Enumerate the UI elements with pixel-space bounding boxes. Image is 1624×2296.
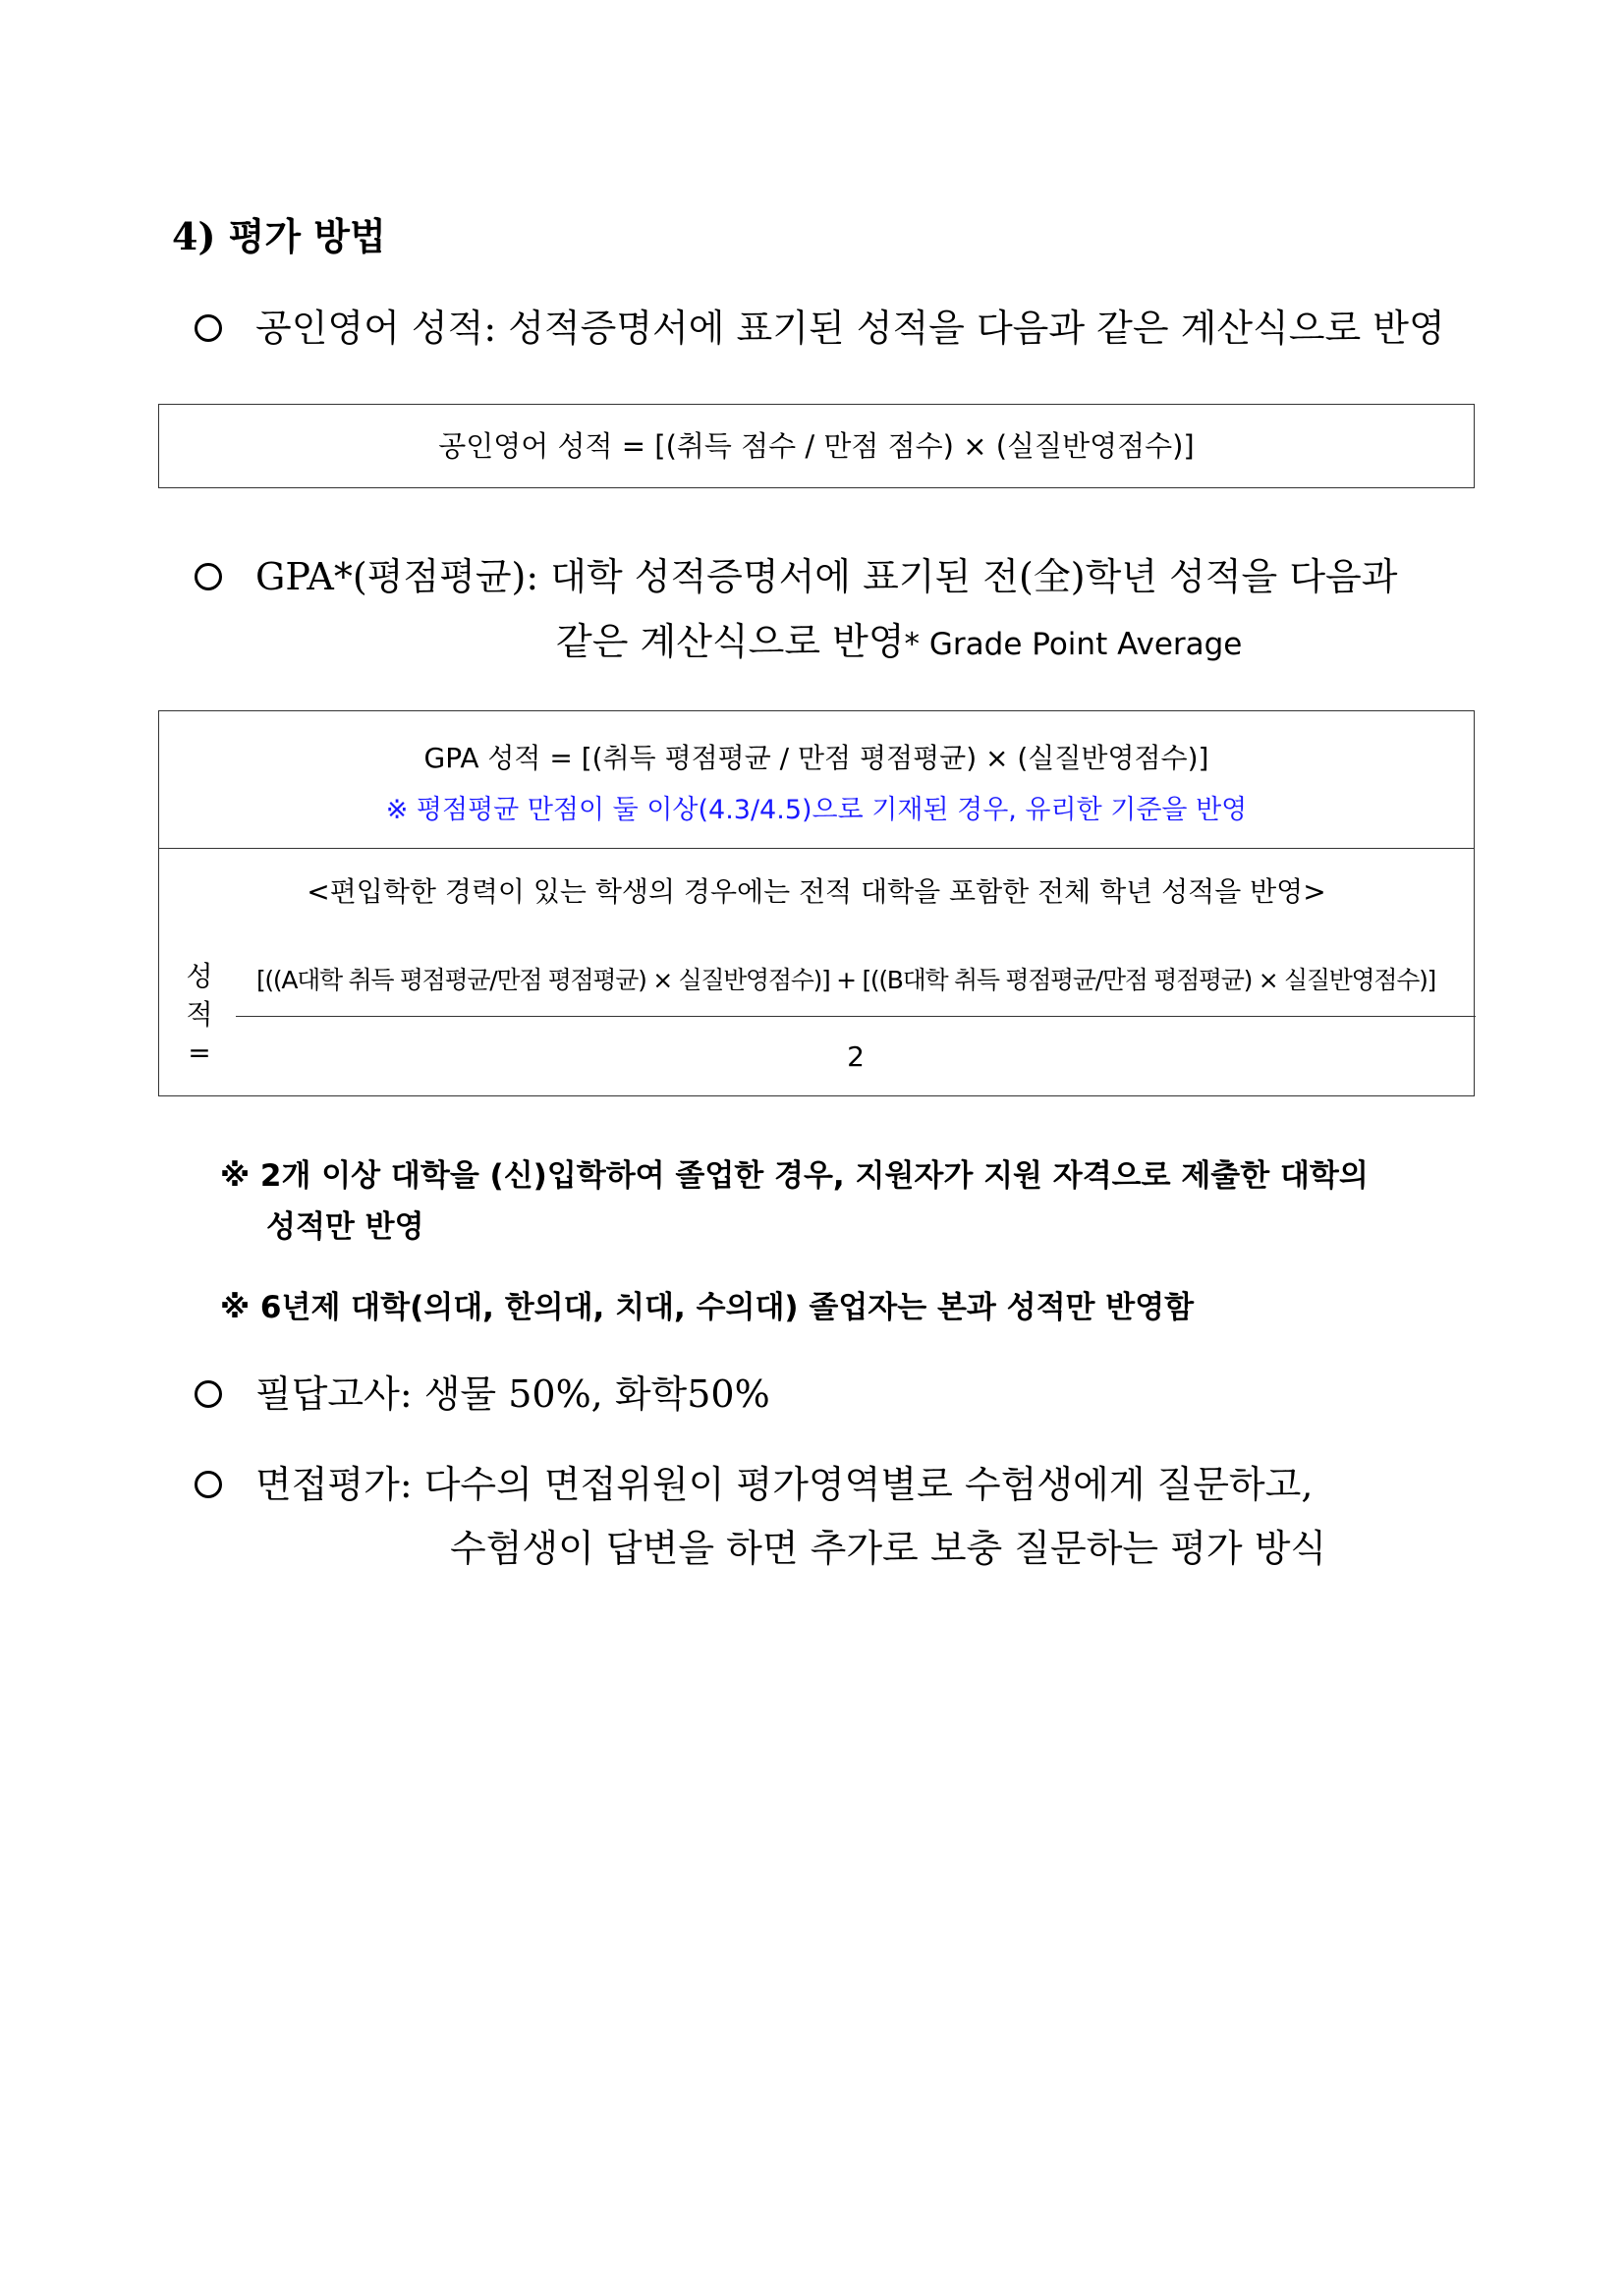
gpa-item — [195, 546, 1397, 600]
gpa-formula-note: ※ 평점평균 만점이 둘 이상(4.3/4.5)으로 기재된 경우, 유리한 기준을 반영 — [385, 795, 1248, 825]
box-divider — [159, 848, 1474, 849]
written-exam-item — [195, 1364, 770, 1418]
toefl-formula: 공인영어 성적 = [(취득 점수 / 만점 점수) × (실질반영점수)] — [438, 429, 1195, 463]
gpa-formula: GPA 성적 = [(취득 평점평균 / 만점 평점평균) × (실질반영점수)] — [423, 742, 1209, 774]
gpa-footnote: * Grade Point Average — [904, 627, 1243, 662]
interview-line2: 수험생이 답변을 하면 추가로 보충 질문하는 평가 방식 — [450, 1527, 1327, 1570]
bullet-circle-icon — [195, 563, 222, 590]
gpa-line2-wrap — [556, 611, 1242, 665]
transfer-lhs-char: = — [188, 1036, 211, 1069]
toefl-label: 공인영어 성적: 성적증명서에 표기된 성적을 다음과 같은 계산식으로 반영 — [255, 307, 1445, 350]
gpa-formula-box — [158, 710, 1475, 1096]
interview-line1: 면접평가: 다수의 면접위원이 평가영역별로 수험생에게 질문하고, — [255, 1463, 1314, 1506]
bullet-circle-icon — [195, 1471, 222, 1498]
note-six-year: ※ 6년제 대학(의대, 한의대, 치대, 수의대) 졸업자는 본과 성적만 반영함 — [220, 1290, 1195, 1325]
interview-item — [195, 1454, 1313, 1508]
bullet-circle-icon — [195, 1380, 222, 1408]
transfer-lhs — [183, 957, 216, 1072]
gpa-line1: GPA*(평점평균): 대학 성적증명서에 표기된 전(全)학년 성적을 다음과 — [255, 555, 1398, 598]
note-multiple-universities-cont: 성적만 반영 — [266, 1209, 424, 1245]
toefl-item — [195, 298, 1445, 352]
transfer-lhs-char: 적 — [186, 998, 213, 1031]
transfer-numerator: [((A대학 취득 평점평균/만점 평점평균) × 실질반영점수)] + [((B대학 취득 평점평균/만점 평점평균) × 실질반영점수)] — [255, 966, 1436, 994]
written-exam-label: 필답고사: 생물 50%, 화학50% — [255, 1372, 770, 1416]
transfer-title: <편입학한 경력이 있는 학생의 경우에는 전적 대학을 포함한 전체 학년 성적을 반영> — [307, 875, 1326, 908]
transfer-lhs-char: 성 — [186, 960, 213, 992]
toefl-formula-box — [158, 404, 1475, 488]
transfer-denominator: 2 — [847, 1040, 865, 1073]
gpa-line2: 같은 계산식으로 반영 — [556, 620, 905, 663]
section-heading: 4) 평가 방법 — [172, 214, 386, 258]
note-multiple-universities: ※ 2개 이상 대학을 (신)입학하여 졸업한 경우, 지원자가 지원 자격으로 제출한 대학의 — [220, 1158, 1369, 1194]
bullet-circle-icon — [195, 314, 222, 342]
fraction-bar — [236, 1016, 1476, 1017]
